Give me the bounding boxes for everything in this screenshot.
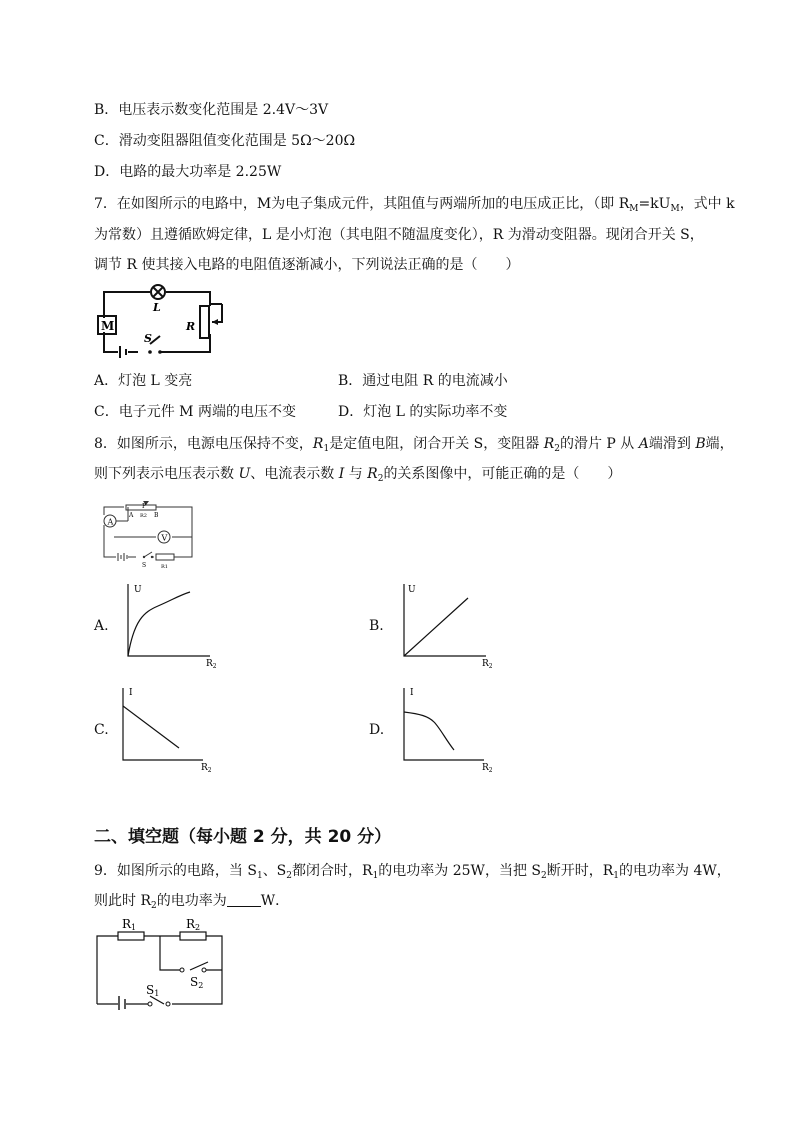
- q9-stem-line1: 9．如图所示的电路，当 $S_1$、$S_2$都闭合时，$R_1$的电功率为 25W，当把 $S_2$断开时，$R_1$的电功率为 4W，: [94, 863, 731, 881]
- q8-graph-c: [113, 684, 223, 774]
- q9-stem-line2: 则此时 $R_2$的电功率为 W．: [94, 893, 290, 911]
- q8-graph-a-ylabel: U: [134, 585, 142, 595]
- q8-graph-d-curve: [404, 712, 454, 750]
- q9-label-r2: R2: [186, 917, 201, 932]
- q7-option-d: D．灯泡 L 的实际功率不变: [338, 404, 508, 420]
- q8-rheostat-r2: [126, 505, 156, 510]
- q7-option-a: A．灯泡 L 变亮: [94, 373, 193, 389]
- q7-stem-line3: 调节 R 使其接入电路的电阻值逐渐减小，下列说法正确的是（ ）: [94, 257, 520, 273]
- q8-label-r1: R1: [161, 564, 168, 570]
- q6-option-c: C．滑动变阻器阻值变化范围是 5Ω～20Ω: [94, 133, 356, 149]
- q8-graph-d: [394, 684, 504, 774]
- q7-option-b: B．通过电阻 R 的电流减小: [338, 373, 508, 389]
- q8-graph-a: [118, 580, 228, 670]
- q9-label-s2: S2: [190, 975, 204, 990]
- q7-label-s: S: [144, 332, 152, 345]
- section-title-fill-in: 二、填空题（每小题 2 分，共 20 分）: [94, 827, 392, 847]
- q8-graph-c-ylabel: I: [129, 688, 133, 698]
- q9-answer-blank[interactable]: [227, 892, 261, 907]
- q8-stem-line2: 则下列表示电压表示数 U、电流表示数 I 与 $R_2$的关系图像中，可能正确的是（ ）: [94, 466, 622, 484]
- q7-stem-line2: 为常数）且遵循欧姆定律，L 是小灯泡（其电阻不随温度变化），R 为滑动变阻器。现闭合开关 S，: [94, 227, 704, 243]
- q7-stem-line1: 7．在如图所示的电路中，M为电子集成元件，其阻值与两端所加的电压成正比，（即 $R_M=kU_M$，式中 k: [94, 196, 735, 214]
- q8-graph-b-ylabel: U: [408, 585, 416, 595]
- q7-label-l: L: [153, 301, 161, 314]
- q9-circuit-diagram: [92, 914, 232, 1010]
- q8-graph-a-xlabel: $R_2$: [206, 659, 217, 670]
- q7-label-m: M: [101, 319, 115, 333]
- q8-graph-c-letter: C.: [94, 722, 109, 738]
- q8-graph-c-axes: [123, 688, 203, 760]
- q8-graph-b-xlabel: $R_2$: [482, 659, 493, 670]
- q8-label-s: S: [142, 562, 147, 569]
- q8-label-a: A: [129, 512, 134, 519]
- q8-graph-c-xlabel: $R_2$: [201, 763, 212, 774]
- q8-circuit-diagram: [94, 497, 204, 573]
- q9-resistor-r2: [180, 932, 206, 940]
- q8-graph-b-line: [404, 598, 468, 656]
- q8-graph-a-curve: [128, 592, 190, 656]
- q8-resistor-r1: [156, 554, 174, 560]
- q9-resistor-r1: [118, 932, 144, 940]
- q7-option-c: C．电子元件 M 两端的电压不变: [94, 404, 296, 420]
- q8-label-ammeter: A: [107, 517, 114, 527]
- q8-label-r2: R2: [140, 513, 147, 519]
- q8-graph-a-letter: A.: [94, 618, 109, 634]
- q9-label-r1: R1: [122, 917, 137, 932]
- q6-option-d: D．电路的最大功率是 2.25W: [94, 164, 282, 180]
- q8-graph-c-line: [123, 706, 179, 748]
- q7-label-r: R: [186, 320, 196, 333]
- q7-rheostat-r: [200, 306, 209, 338]
- q8-label-b: B: [154, 512, 159, 519]
- q6-option-b: B．电压表示数变化范围是 2.4V～3V: [94, 102, 329, 118]
- q9-label-s1: S1: [146, 983, 160, 998]
- q8-graph-b-letter: B.: [369, 618, 384, 634]
- q8-label-p: P: [142, 503, 147, 510]
- q8-label-voltmeter: V: [161, 533, 168, 543]
- q8-graph-d-ylabel: I: [410, 688, 414, 698]
- q8-stem-line1: 8．如图所示，电源电压保持不变，$R_1$是定值电阻，闭合开关 S，变阻器 $R_2$的滑片 P 从 A端滑到 B端，: [94, 436, 734, 454]
- q8-graph-d-axes: [404, 688, 484, 760]
- q8-graph-d-letter: D.: [369, 722, 385, 738]
- q8-graph-b: [394, 580, 504, 670]
- q7-circuit-diagram: [94, 284, 234, 364]
- q8-graph-d-xlabel: $R_2$: [482, 763, 493, 774]
